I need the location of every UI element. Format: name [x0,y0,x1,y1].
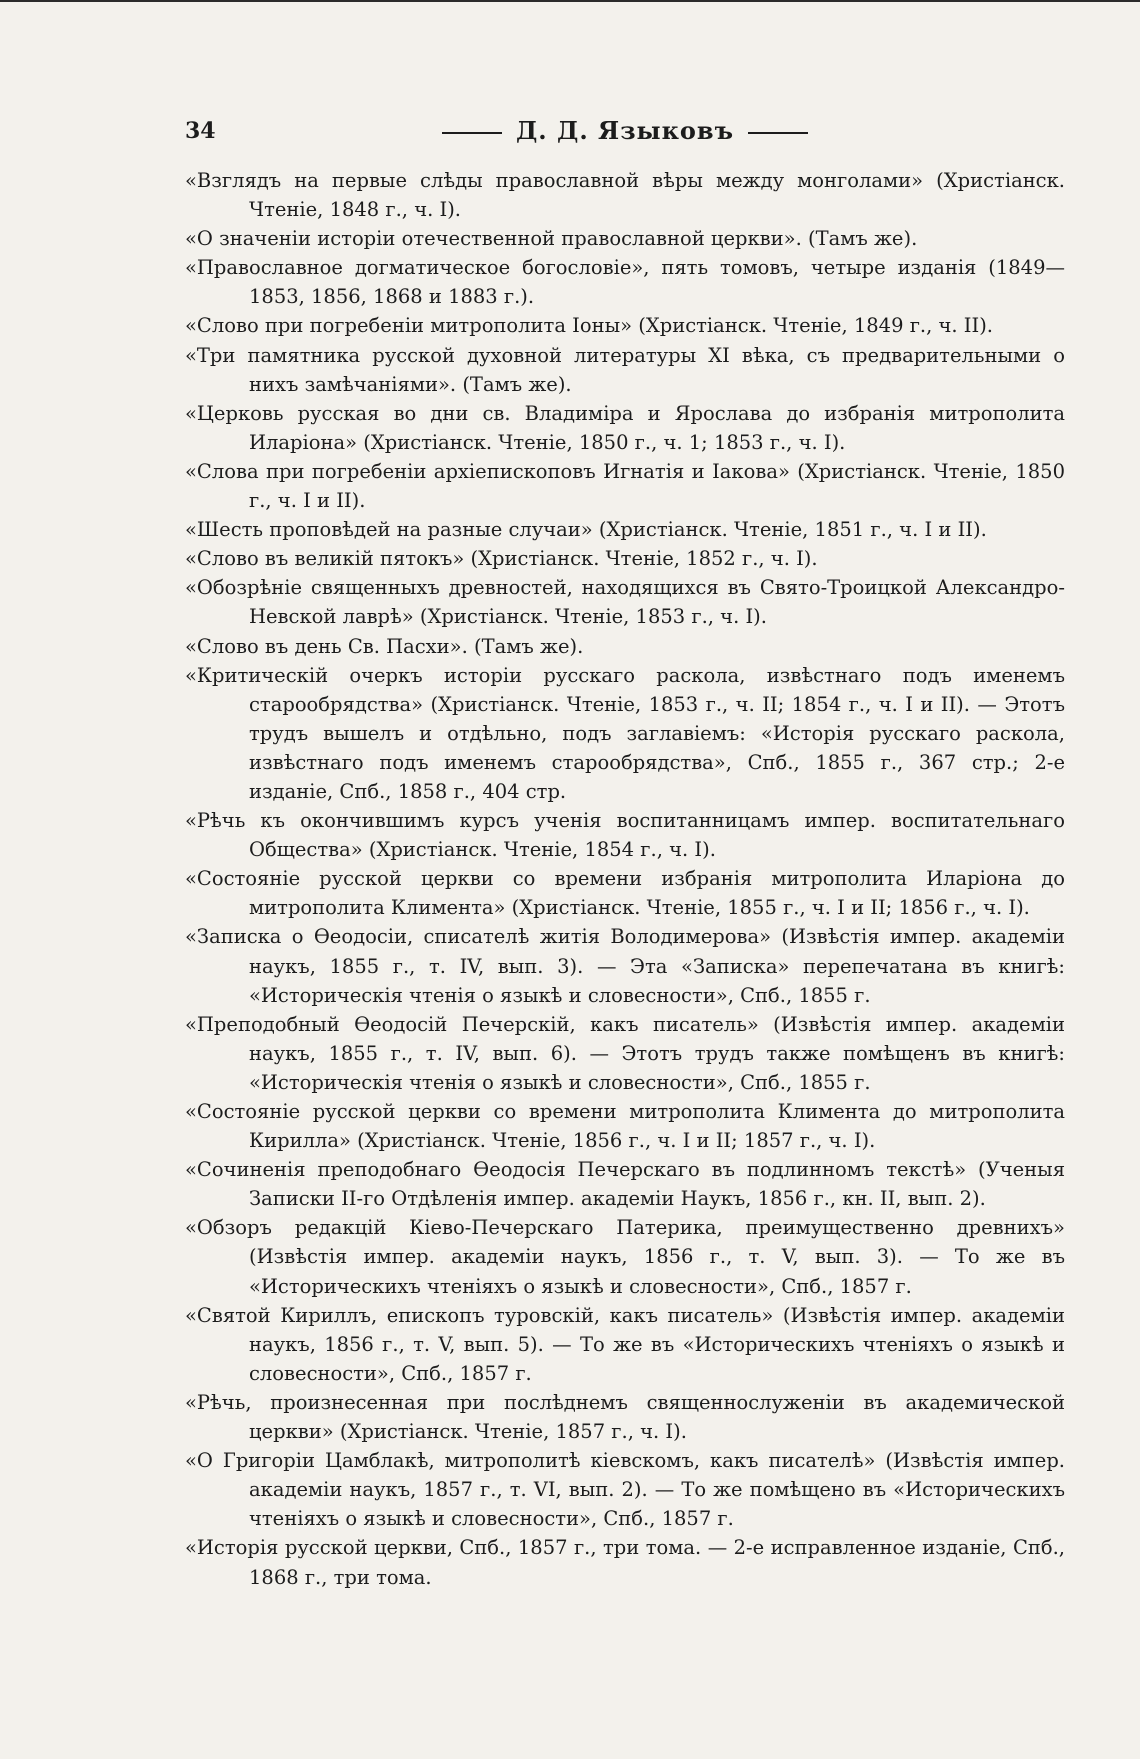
bibliography-entry: «Слово въ великій пятокъ» (Христіанск. Чтеніе, 1852 г., ч. I). [185,547,818,571]
bibliography-entry: «Обзоръ редакцій Кіево-Печерскаго Патерика, преимущественно древнихъ» (Извѣстія импер. академіи наукъ, 1856 г., т. V, вып. 3). — То же въ «Историческихъ чтеніяхъ о языкѣ и словесности», Спб., 1857 г. [185,1216,1065,1298]
bibliography-entry: «Три памятника русской духовной литературы XI вѣка, съ предварительными о нихъ замѣчаніями». (Тамъ же). [185,343,1065,396]
bibliography-list [185,166,1065,1592]
bibliography-entry: «Записка о Ѳеодосіи, списателѣ житія Володимерова» (Извѣстія импер. академіи наукъ, 1855 г., т. IV, вып. 3). — Эта «Записка» перепечатана въ книгѣ: «Историческія чтенія о языкѣ и словесности», Спб., 1855 г. [185,925,1065,1007]
bibliography-entry: «Рѣчь къ окончившимъ курсъ ученія воспитанницамъ импер. воспитательнаго Общества» (Христіанск. Чтеніе, 1854 г., ч. I). [185,809,1065,862]
bibliography-entry: «Православное догматическое богословіе», пять томовъ, четыре изданія (1849—1853, 1856, 1868 и 1883 г.). [185,256,1065,309]
bibliography-entry: «Слово при погребеніи митрополита Іоны» (Христіанск. Чтеніе, 1849 г., ч. II). [185,314,994,338]
bibliography-entry: «Слово въ день Св. Пасхи». (Тамъ же). [185,634,584,658]
page-header [185,112,1065,152]
bibliography-entry: «Слова при погребеніи архіепископовъ Игнатія и Іакова» (Христіанск. Чтеніе, 1850 г., ч. I и II). [185,459,1065,513]
bibliography-entry: «Состояніе русской церкви со времени митрополита Климента до митрополита Кирилла» (Христіанск. Чтеніе, 1856 г., ч. I и II; 1857 г., ч. I). [185,1100,1065,1153]
bibliography-entry: «Шесть проповѣдей на разные случаи» (Христіанск. Чтеніе, 1851 г., ч. I и II). [185,518,987,542]
bibliography-entry: «Рѣчь, произнесенная при послѣднемъ священнослуженіи въ академической церкви» (Христіанск. Чтеніе, 1857 г., ч. I). [185,1390,1065,1444]
bibliography-entry: «О Григоріи Цамблакѣ, митрополитѣ кіевскомъ, какъ писателѣ» (Извѣстія импер. академіи наукъ, 1857 г., т. VI, вып. 2). — То же помѣщено въ «Историческихъ чтеніяхъ о языкѣ и словесности», Спб., 1857 г. [185,1449,1065,1531]
bibliography-entry: «Обозрѣніе священныхъ древностей, находящихся въ Свято-Троицкой Александро-Невской лаврѣ» (Христіанск. Чтеніе, 1853 г., ч. I). [185,576,1065,629]
bibliography-entry: «О значеніи исторіи отечественной православной церкви». (Тамъ же). [185,227,918,251]
bibliography-entry: «Святой Кириллъ, епископъ туровскій, какъ писатель» (Извѣстія импер. академіи наукъ, 1856 г., т. V, вып. 5). — То же въ «Историческихъ чтеніяхъ о языкѣ и словесности», Спб., 1857 г. [185,1303,1065,1385]
page-number: 34 [185,118,216,144]
bibliography-entry: «Сочиненія преподобнаго Ѳеодосія Печерскаго въ подлинномъ текстѣ» (Ученыя Записки II-го Отдѣленія импер. академіи Наукъ, 1856 г., кн. II, вып. 2). [185,1158,1065,1211]
title-dash-right [748,132,808,134]
running-title-text: Д. Д. Языковъ [515,116,735,145]
bibliography-entry: «Церковь русская во дни св. Владиміра и Ярослава до избранія митрополита Иларіона» (Христіанск. Чтеніе, 1850 г., ч. 1; 1853 г., ч. I). [185,401,1065,454]
bibliography-entry: «Преподобный Ѳеодосій Печерскій, какъ писатель» (Извѣстія импер. академіи наукъ, 1855 г., т. IV, вып. 6). — Этотъ трудъ также помѣщенъ въ книгѣ: «Историческія чтенія о языкѣ и словесности», Спб., 1855 г. [185,1012,1065,1094]
bibliography-entry: «Критическій очеркъ исторіи русскаго раскола, извѣстнаго подъ именемъ старообрядства» (Христіанск. Чтеніе, 1853 г., ч. II; 1854 г., ч. I и II). — Этотъ трудъ вышелъ и отдѣльно, подъ заглавіемъ: «Исторія русскаго раскола, извѣстнаго подъ именемъ старообрядства», Спб., 1855 г., 367 стр.; 2-е изданіе, Спб., 1858 г., 404 стр. [185,663,1065,803]
bibliography-entry: «Исторія русской церкви, Спб., 1857 г., три тома. — 2-е исправленное изданіе, Спб., 1868 г., три тома. [185,1536,1065,1589]
title-dash-left [442,132,502,134]
bibliography-entry: «Взглядъ на первые слѣды православной вѣры между монголами» (Христіанск. Чтеніе, 1848 г., ч. I). [185,169,1065,222]
scan-edge-line [0,0,1140,2]
bibliography-entry: «Состояніе русской церкви со времени избранія митрополита Иларіона до митрополита Климента» (Христіанск. Чтеніе, 1855 г., ч. I и II; 1856 г., ч. I). [185,867,1065,920]
running-title [185,116,1065,145]
